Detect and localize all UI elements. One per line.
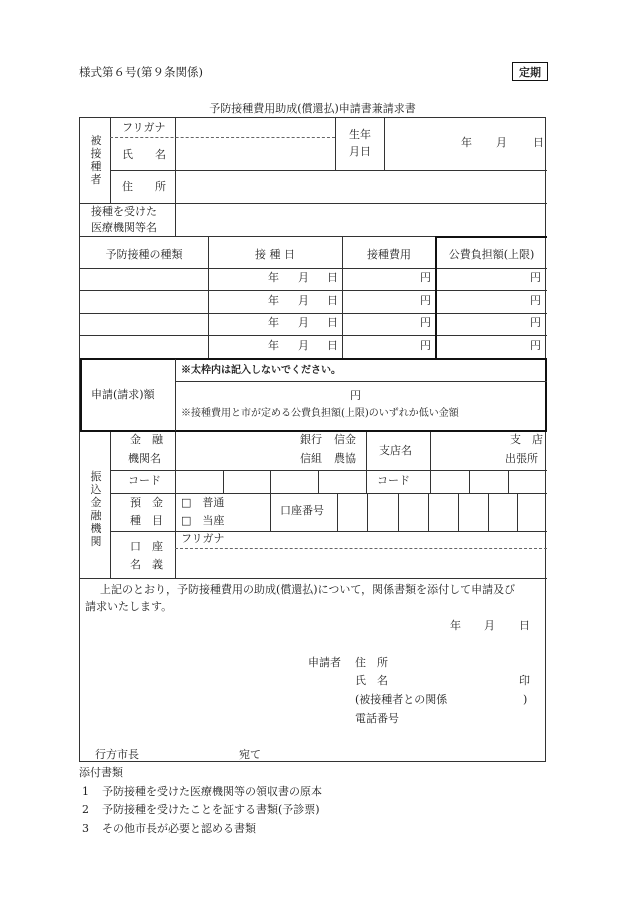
holder-furigana-label: フリガナ — [181, 532, 225, 545]
declaration-year: 年 — [450, 619, 461, 632]
declaration-line-2: 請求いたします。 — [85, 600, 173, 613]
holder-label-2: 名 義 — [130, 558, 163, 571]
deposit-option-toza[interactable]: □ 当座 — [181, 514, 225, 527]
birth-label-2: 月日 — [349, 145, 371, 158]
header-cost: 接種費用 — [367, 248, 411, 261]
birth-month: 月 — [496, 136, 507, 149]
institution-label-2: 機関名 — [128, 452, 161, 465]
patient-section-label: 被接種者 — [90, 134, 102, 186]
bank-type-shinkin: 信金 — [334, 433, 356, 446]
claim-note-small: ※接種費用と市が定める公費負担額(上限)のいずれか低い金額 — [181, 408, 459, 419]
claim-note-bold: ※太枠内は記入しないでください。 — [181, 365, 341, 376]
seal-mark: 印 — [519, 674, 530, 687]
account-number-label: 口座番号 — [280, 504, 324, 517]
claim-amount-label: 申請(請求)額 — [91, 388, 155, 401]
branch-type-shiten: 支 店 — [510, 433, 543, 446]
header-public-burden: 公費負担額(上限) — [448, 248, 535, 261]
clinic-label-1: 接種を受けた — [91, 205, 157, 218]
phone-label: 電話番号 — [355, 712, 399, 725]
bank-section-label: 振込金融機関 — [90, 470, 102, 548]
address-label: 住 所 — [122, 180, 166, 193]
birth-day: 日 — [533, 136, 544, 149]
attachments-heading: 添付書類 — [79, 766, 123, 779]
relation-close: ) — [523, 693, 528, 706]
relation-open: (被接種者との関係 — [355, 693, 448, 706]
header-vaccine-type: 予防接種の種類 — [105, 248, 183, 261]
teiki-badge: 定期 — [512, 62, 548, 81]
applicant-address-label: 住 所 — [355, 656, 388, 669]
declaration-line-1: 上記のとおり，予防接種費用の助成(償還払)について，関係書類を添付して申請及び — [100, 583, 516, 596]
addressee: 行方市長 — [95, 748, 139, 761]
header-vaccination-date: 接 種 日 — [255, 248, 295, 261]
claim-unit: 円 — [350, 389, 361, 402]
form-title: 予防接種費用助成(償還払)申請書兼請求書 — [209, 102, 416, 115]
addressee-suffix: 宛て — [239, 748, 261, 761]
declaration-day: 日 — [519, 619, 530, 632]
name-label: 氏 名 — [122, 148, 166, 161]
deposit-label-1: 預 金 — [130, 496, 163, 509]
holder-label-1: 口 座 — [130, 540, 163, 553]
deposit-option-futsu[interactable]: □ 普通 — [181, 496, 225, 509]
furigana-label: フリガナ — [122, 121, 166, 134]
form-number: 様式第６号(第９条関係) — [79, 65, 203, 79]
bank-type-ginko: 銀行 — [300, 433, 322, 446]
declaration-month: 月 — [484, 619, 495, 632]
application-form: 被接種者 フリガナ 氏 名 住 所 接種を受けた 医療機関等名 生年 月日 年 月 日 予防接種の種類 接 種 日 接種費用 公費負担額(上限) 年 月 日 円 円 年 月 日 円 円 年 月 日 円 円 年 月 日 円 円 申請(請求)額 ※太枠内は記入しないでください。 円 ※接種費用と市が定める公費負担額(上限)のいずれか低い金額 振込金融機関 金 融 機関名 銀行 信金 信組 農協 支店名 支 店 出張所 コード コード 預 金 種 目 □ 普通 □ 当座 口座番号 口 座 名 義 フリガナ 上記のとおり，予防接種費用の助成(償還払)について，関係書類を添付して申請及び 請求いたします。 年 月 日 申請者 住 所 氏 名 印 (被接種者との関係 ) 電話番号 行方市長 宛て — [79, 117, 546, 762]
bank-type-nokyo: 農協 — [334, 452, 356, 465]
clinic-label-2: 医療機関等名 — [91, 221, 157, 234]
institution-label-1: 金 融 — [130, 433, 163, 446]
branch-type-shuchojo: 出張所 — [505, 452, 538, 465]
birth-year: 年 — [461, 136, 472, 149]
applicant-name-label: 氏 名 — [355, 674, 388, 687]
bank-type-shinkumi: 信組 — [300, 452, 322, 465]
branch-label: 支店名 — [379, 444, 412, 457]
branch-code-label: コード — [377, 474, 410, 487]
applicant-label: 申請者 — [308, 656, 341, 669]
deposit-label-2: 種 目 — [130, 514, 163, 527]
birth-label-1: 生年 — [349, 128, 371, 141]
bank-code-label: コード — [128, 474, 161, 487]
